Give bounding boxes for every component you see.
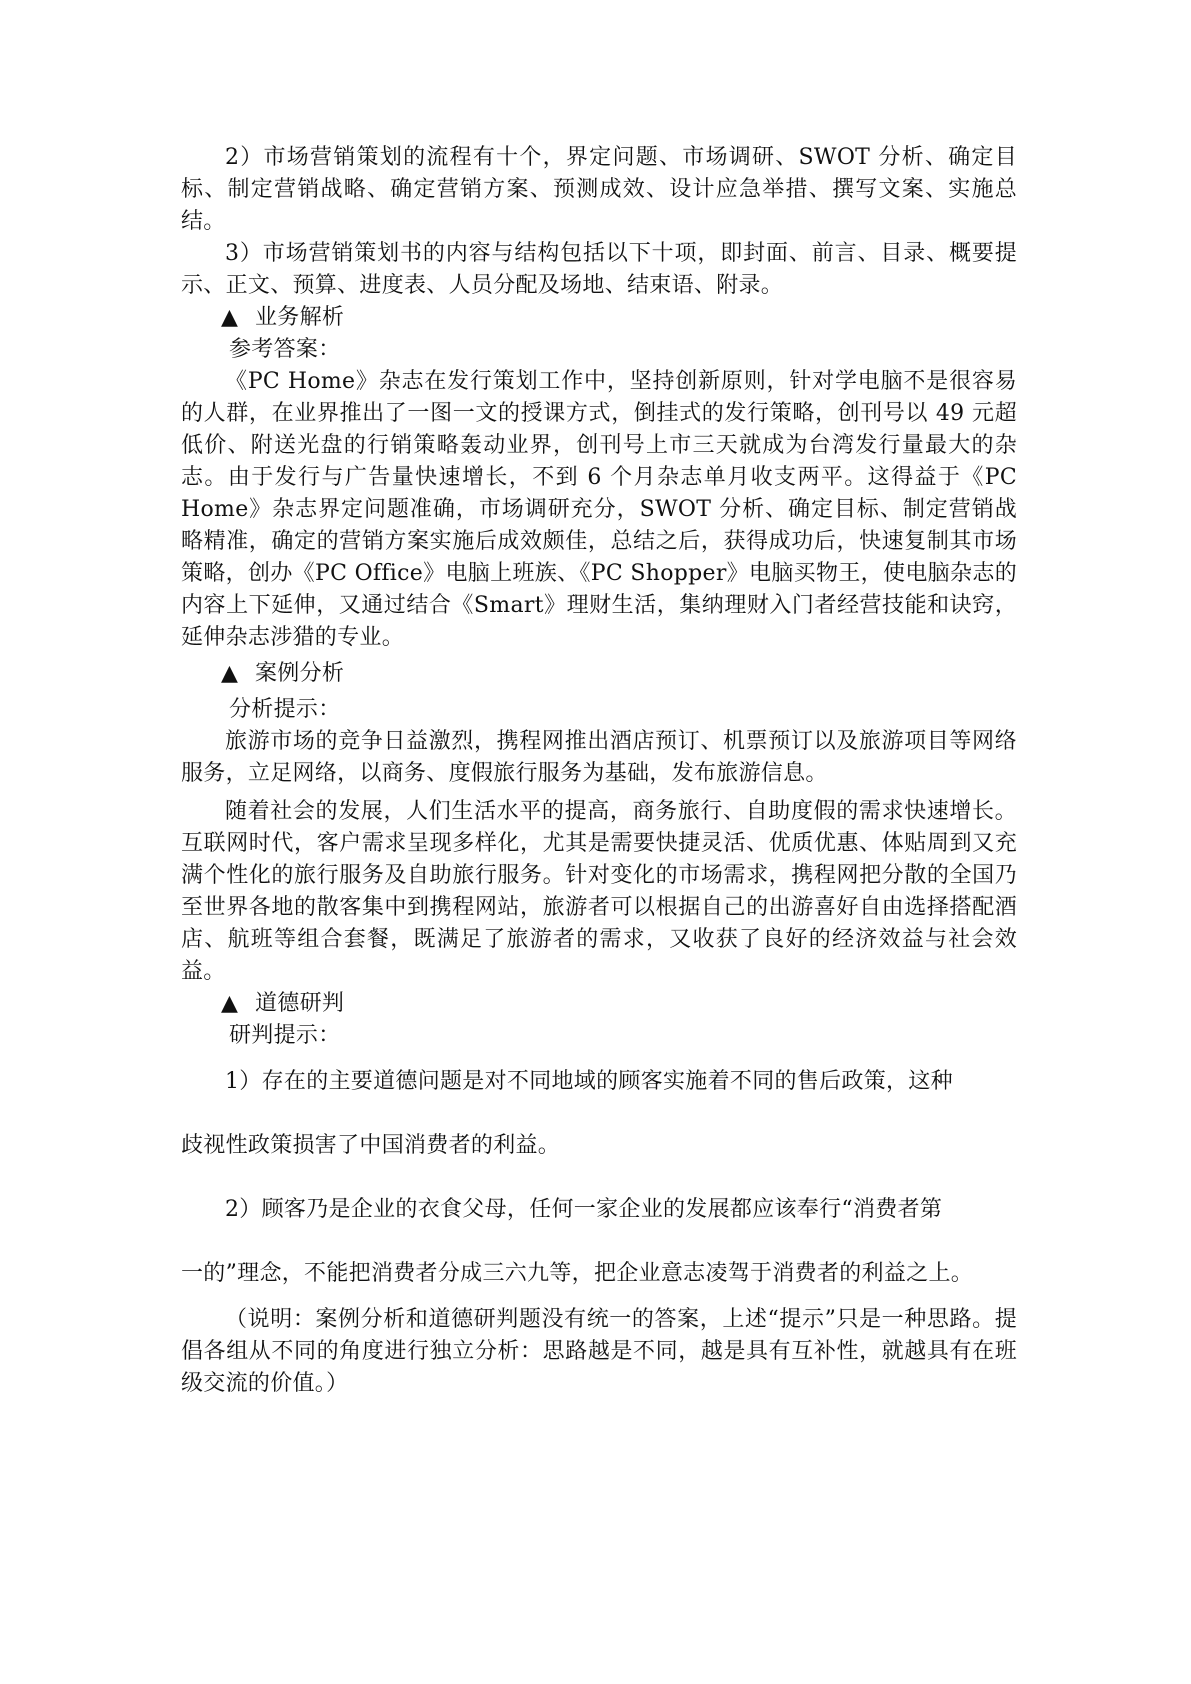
section-title-case: 案例分析 [255,661,345,686]
section-heading-business [181,302,1017,334]
section-heading-case [181,658,1017,690]
document-body [181,142,1017,1400]
case-paragraph-competition: 旅游市场的竞争日益激烈，携程网推出酒店预订、机票预订以及旅游项目等网络服务，立足网络，以商务、度假旅行服务为基础，发布旅游信息。 [181,729,1017,786]
intro-paragraph-process: 2）市场营销策划的流程有十个，界定问题、市场调研、SWOT 分析、确定目标、制定营销战略、确定营销方案、预测成效、设计应急举措、撰写文案、实施总结。 [181,145,1017,234]
analysis-hint-label: 分析提示： [229,697,341,722]
judgment-hint-label: 研判提示： [229,1023,341,1048]
section-title-business: 业务解析 [255,305,345,330]
triangle-marker-icon: ▲ [221,991,239,1016]
case-paragraph-development: 随着社会的发展，人们生活水平的提高，商务旅行、自助度假的需求快速增长。互联网时代，客户需求呈现多样化，尤其是需要快捷灵活、优质优惠、体贴周到又充满个性化的旅行服务及自助旅行服务。针对变化的市场需求，携程网把分散的全国乃至世界各地的散客集中到携程网站，旅游者可以根据自己的出游喜好自由选择搭配酒店、航班等组合套餐，既满足了旅游者的需求，又收获了良好的经济效益与社会效益。 [181,799,1017,984]
triangle-marker-icon: ▲ [221,305,239,330]
ethics-point-2-line-1: 2）顾客乃是企业的衣食父母，任何一家企业的发展都应该奉行“消费者第 [225,1197,943,1222]
ethics-point-2-line-2: 一的”理念，不能把消费者分成三六九等，把企业意志凌驾于消费者的利益之上。 [181,1261,974,1286]
business-analysis-paragraph: 《PC Home》杂志在发行策划工作中，坚持创新原则，针对学电脑不是很容易的人群，在业界推出了一图一文的授课方式，倒挂式的发行策略，创刊号以 49 元超低价、附送光盘的行销策略轰动业界，创刊号上市三天就成为台湾发行量最大的杂志。由于发行与广告量快速增长，不到 6 个月杂志单月收支两平。这得益于《PC Home》杂志界定问题准确，市场调研充分，SWOT 分析、确定目标、制定营销战略精准，确定的营销方案实施后成效颇佳，总结之后，获得成功后，快速复制其市场策略，创办《PC Office》电脑上班族、《PC Shopper》电脑买物王，使电脑杂志的内容上下延伸，又通过结合《Smart》理财生活，集纳理财入门者经营技能和诀窍，延伸杂志涉猎的专业。 [181,369,1017,650]
ethics-point-1-line-2: 歧视性政策损害了中国消费者的利益。 [181,1133,561,1158]
section-heading-ethics [181,988,1017,1020]
reference-answer-label: 参考答案： [229,337,341,362]
section-title-ethics: 道德研判 [255,991,345,1016]
ethics-point-1-line-1: 1）存在的主要道德问题是对不同地域的顾客实施着不同的售后政策，这种 [225,1069,953,1094]
note-paragraph: （说明：案例分析和道德研判题没有统一的答案，上述“提示”只是一种思路。提倡各组从不同的角度进行独立分析：思路越是不同，越是具有互补性，就越具有在班级交流的价值。） [181,1307,1017,1396]
triangle-marker-icon: ▲ [221,661,239,686]
intro-paragraph-structure: 3）市场营销策划书的内容与结构包括以下十项，即封面、前言、目录、概要提示、正文、预算、进度表、人员分配及场地、结束语、附录。 [181,241,1017,298]
